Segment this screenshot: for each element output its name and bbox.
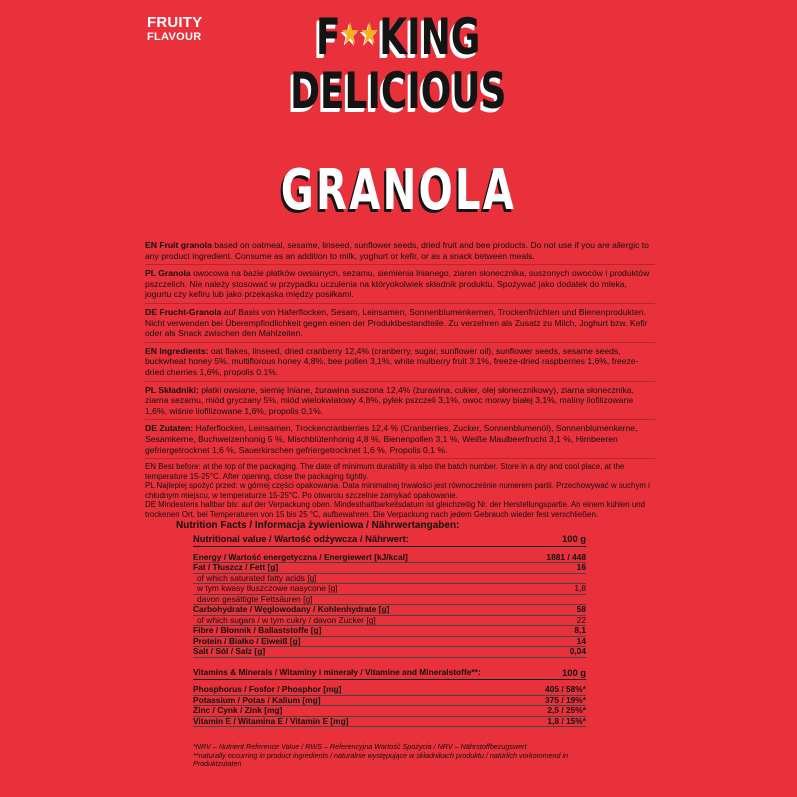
divider bbox=[145, 303, 655, 304]
footnotes bbox=[193, 743, 593, 769]
brand-king: KING bbox=[379, 8, 481, 66]
description-block bbox=[145, 240, 655, 520]
divider bbox=[145, 381, 655, 382]
nutrition-header-label: Nutritional value / Wartość odżywcza / Nährwert: bbox=[193, 533, 409, 545]
nutrition-header bbox=[193, 534, 586, 546]
brand-granola: GRANOLA bbox=[280, 158, 517, 223]
brand-line-2 bbox=[0, 62, 797, 120]
footnote-nrv: *NRV – Nutrient Reference Value / RWS – Referencyjna Wartość Spożycia / NRV – Nährstoffbezugswert bbox=[193, 742, 527, 751]
nutrition-title: Nutrition Facts / Informacja żywieniowa / Nährwertangaben: bbox=[176, 520, 460, 531]
storage-en: EN Best before: at the top of the packaging. The date of minimum durability is also the batch number. Store in a dry and cool place, at the temperature 15-25°C. After opening, close the packaging tightly. bbox=[145, 462, 625, 481]
storage-de: DE Mindestens haltbar bis: auf der Verpackung oben. Mindesthaltbarkeitsdatum ist gleichzeitig Nr. der Herstellungspartie. An einem kühlen und trockenen Ort, bei Temperaturen von 15 bis 25 °C, aufbewahren. Die Verpackung nach jedem Gebrauch wieder fest verschließen. bbox=[145, 500, 646, 520]
table-row: Fibre / Błonnik / Ballaststoffe [g] 8,1 bbox=[193, 625, 586, 636]
description-pl: PL Granola owocowa na bazie płatków owsianych, sezamu, siemienia lnianego, ziaren słonecznika, suszonych owoców i produktów pszczelich. Nie należy stosować w przypadku uczulenia na któryokolwiek składnik produktu. Spożywać jako dodatek do mleka, jogurtu czy kefiru lub jako przekąska między posiłkami. bbox=[145, 268, 650, 300]
brand-delicious: DELICIOUS bbox=[290, 62, 507, 120]
footnote-natural: **naturally occurring in product ingredients / naturalnie występujące w składnikach produktu / natürlich vorkommend in Produktzutaten bbox=[193, 750, 569, 769]
table-row: Fat / Tłuszcz / Fett [g] 16 bbox=[193, 562, 586, 573]
divider bbox=[145, 342, 655, 343]
flavour-line-1: FRUITY bbox=[147, 14, 203, 31]
table-row: Salt / Sól / Salz [g] 0,04 bbox=[193, 646, 586, 657]
table-row: Protein / Białko / Eiweiß [g] 14 bbox=[193, 635, 586, 646]
storage-pl: PL Najlepiej spożyć przed: w górnej części opakowania. Data minimalnej trwałości jest równocześnie numerem partii. Przechowywać w suchym i chłodnym miejscu, w temperaturze 15-25°C. Po otwarciu szczelnie zamykać opakowanie. bbox=[145, 481, 650, 500]
description-en: EN Fruit granola based on oatmeal, sesame, linseed, sunflower seeds, dried fruit and bee products. Do not use if you are allergic to any product ingredient. Consume as an addition to milk, yoghurt or kefir, or as a snack between meals. bbox=[145, 240, 649, 261]
nutrition-header-value: 100 g bbox=[562, 533, 586, 545]
brand-line-3 bbox=[0, 158, 797, 223]
brand-f: F bbox=[316, 8, 341, 66]
table-row: Carbohydrate / Węglowodany / Kohlenhydrate [g] 58 bbox=[193, 604, 586, 615]
flavour-line-2: FLAVOUR bbox=[147, 31, 202, 43]
table-row: Zinc / Cynk / Zink [mg] 2,5 / 25%* bbox=[193, 705, 586, 716]
divider bbox=[145, 264, 655, 265]
ingredients-en: EN Ingredients: oat flakes, linseed, dried cranberry 12,4% (cranberry, sugar, sunflower oil), sunflower seeds, sesame seeds, buckwheat honey 5%, multiflorous honey 4,8%, bee pollen 3,1%, white mulberry fruit 3.1%, freeze-dried raspberries 1,6%, freeze-dried cherries 1,6%, propolis 0.1%. bbox=[145, 345, 639, 377]
nutrition-facts bbox=[176, 520, 586, 727]
divider bbox=[145, 458, 655, 459]
ingredients-pl: PL Składniki: płatki owsiane, siemię lniane, żurawina suszona 12,4% (żurawina, cukier, olej słonecznikowy), ziarna słonecznika, ziarna sezamu, miód gryczany 5%, miód wielokwiatowy 4,8%, pyłek pszczeli 3,1%, owoc morwy białej 3,1%, maliny liofilizowane 1,6%, wiśnie liofilizowane 1,6%, propolis 0,1%. bbox=[145, 384, 634, 416]
table-row: Energy / Wartość energetyczna / Energiewert [kJ/kcal] 1881 / 448 bbox=[193, 551, 586, 562]
table-row: of which saturated fatty acids [g] bbox=[193, 574, 586, 585]
table-row: of which sugars / w tym cukry / davon Zucker [g] 22 bbox=[193, 616, 586, 627]
brand-line-1 bbox=[0, 8, 797, 66]
table-row: Phosphorus / Fosfor / Phosphor [mg] 405 / 58%* bbox=[193, 684, 586, 695]
divider bbox=[145, 419, 655, 420]
vitamins-header-label: Vitamins & Minerals / Witaminy i minerały / Vitamine and Mineralstoffe**: bbox=[193, 666, 481, 677]
description-de: DE Frucht-Granola auf Basis von Haferflocken, Sesam, Leinsamen, Sonnenblumenkernen, Trockenfrüchten und Bienenprodukten. Nicht verwenden bei Überempfindlichkeit gegen einen der Produktbestandteile. Zu verzehren als Zusatz zu Milch, Joghurt bzw. Kefir oder als Snack zwischen den Mahlzeiten. bbox=[145, 306, 648, 339]
star-icon: ★★ bbox=[340, 16, 380, 52]
table-row: Potassium / Potas / Kalium [mg] 375 / 19%* bbox=[193, 694, 586, 705]
vitamins-header-value: 100 g bbox=[562, 666, 586, 678]
ingredients-de: DE Zutaten: Haferflocken, Leinsamen, Trockencranberries 12,4 % (Cranberries, Zucker, Sonnenblumenöl), Sonnenblumenkerne, Sesamkerne, Buchweizenhonig 5 %, Mischblütenhonig 4,8 %, Bienenpollen 3,1 %, Weiße Maulbeerfrucht 3,1 %, Himbeeren gefriergetrocknet 1,6 %, Sauerkirschen gefriergetrocknet 1,6 %, Propolis 0,1 %. bbox=[145, 423, 638, 455]
table-row: w tym kwasy tłuszczowe nasycone [g] 1,8 bbox=[193, 584, 586, 595]
table-row: davon gesättigte Fettsäuren [g] bbox=[193, 595, 586, 606]
table-row: Vitamin E / Witamina E / Vitamin E [mg] 1,8 / 15%* bbox=[193, 715, 586, 726]
vitamins-header bbox=[193, 660, 586, 680]
